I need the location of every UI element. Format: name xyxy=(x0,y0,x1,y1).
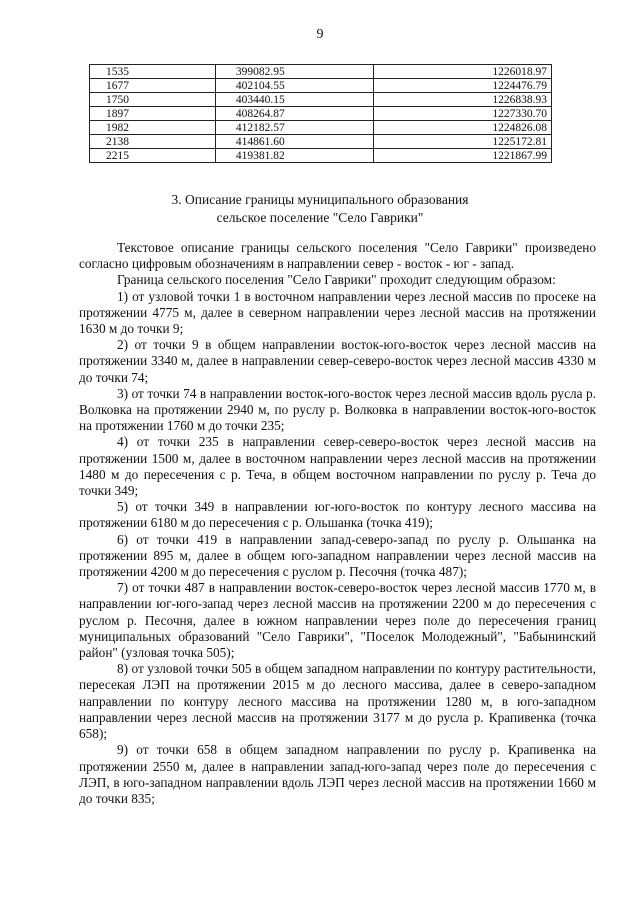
y-coordinate-cell: 1224476.79 xyxy=(374,79,552,93)
table-row xyxy=(90,135,552,149)
x-coordinate-cell: 408264.87 xyxy=(215,107,374,121)
point-number-cell: 1535 xyxy=(90,65,216,79)
section-title-line-1: 3. Описание границы муниципального образования xyxy=(171,192,469,207)
point-number-cell: 1750 xyxy=(90,93,216,107)
coordinates-table-body xyxy=(90,65,552,163)
y-coordinate-cell: 1225172.81 xyxy=(374,135,552,149)
paragraph: 7) от точки 487 в направлении восток-северо-восток через лесной массив 1770 м, в направлении юг-юго-запад через лесной массив на протяжении 2200 м до пересечения с руслом р. Песочня, далее в южном направлении через поле до пересечения границ муниципальных образований "Село Гаврики", "Поселок Молодежный", "Бабынинский район" (узловая точка 505); xyxy=(79,580,596,661)
paragraph: 9) от точки 658 в общем западном направлении по руслу р. Крапивенка на протяжении 2550 м, далее в направлении запад-юго-запад через поле до пересечения с ЛЭП, в юго-западном направлении вдоль ЛЭП через лесной массив на протяжении 1660 м до точки 835; xyxy=(79,742,596,806)
x-coordinate-cell: 412182.57 xyxy=(215,121,374,135)
table-row xyxy=(90,107,552,121)
y-coordinate-cell: 1224826.08 xyxy=(374,121,552,135)
table-row xyxy=(90,65,552,79)
x-coordinate-cell: 403440.15 xyxy=(215,93,374,107)
x-coordinate-cell: 414861.60 xyxy=(215,135,374,149)
paragraph: 5) от точки 349 в направлении юг-юго-восток по контуру лесного массива на протяжении 6180 м до пересечения с р. Ольшанка (точка 419); xyxy=(79,499,596,531)
y-coordinate-cell: 1227330.70 xyxy=(374,107,552,121)
paragraph: 3) от точки 74 в направлении восток-юго-восток через лесной массив вдоль русла р. Волковка на протяжении 2940 м, по руслу р. Волковка в направлении восток-юго-восток на протяжении 1760 м до точки 235; xyxy=(79,385,596,434)
point-number-cell: 1677 xyxy=(90,79,216,93)
x-coordinate-cell: 399082.95 xyxy=(215,65,374,79)
page-number: 9 xyxy=(316,27,324,42)
paragraph: Граница сельского поселения "Село Гаврики" проходит следующим образом: xyxy=(117,272,556,288)
x-coordinate-cell: 419381.82 xyxy=(215,149,374,163)
x-coordinate-cell: 402104.55 xyxy=(215,79,374,93)
boundary-description xyxy=(79,240,596,807)
point-number-cell: 1897 xyxy=(90,107,216,121)
paragraph: 4) от точки 235 в направлении север-северо-восток через лесной массив на протяжении 1500 м, далее в восточном направлении через лесной массив на протяжении 1480 м до пересечения с р. Теча, в общем восточном направлении по руслу р. Теча до точки 349; xyxy=(79,434,596,499)
coordinates-table xyxy=(89,64,552,163)
point-number-cell: 2215 xyxy=(90,149,216,163)
y-coordinate-cell: 1226838.93 xyxy=(374,93,552,107)
table-row xyxy=(90,79,552,93)
paragraph: 2) от точки 9 в общем направлении восток-юго-восток через лесной массив на протяжении 3340 м, далее в направлении север-северо-восток через лесной массив 4330 м до точки 74; xyxy=(79,337,596,385)
table-row xyxy=(90,149,552,163)
paragraph: 8) от узловой точки 505 в общем западном направлении по контуру растительности, пересекая ЛЭП на протяжении 2015 м до лесного массива, далее в северо-западном направлении по контуру лесного массива на протяжении 1280 м, в юго-западном направлении через лесной массив на протяжении 3177 м до русла р. Крапивенка (точка 658); xyxy=(79,661,596,742)
y-coordinate-cell: 1226018.97 xyxy=(374,65,552,79)
paragraph: Текстовое описание границы сельского поселения "Село Гаврики" произведено согласно цифровым обозначениям в направлении север - восток - юг - запад. xyxy=(79,240,596,272)
table-row xyxy=(90,121,552,135)
paragraph: 6) от точки 419 в направлении запад-северо-запад по руслу р. Ольшанка на протяжении 895 м, далее в общем юго-западном направлении через лесной массив на протяжении 4200 м до пересечения с руслом р. Песочня (точка 487); xyxy=(79,531,596,580)
point-number-cell: 2138 xyxy=(90,135,216,149)
table-row xyxy=(90,93,552,107)
section-title-line-2: сельское поселение "Село Гаврики" xyxy=(216,210,424,225)
paragraph: 1) от узловой точки 1 в восточном направлении через лесной массив по просеке на протяжении 4775 м, далее в северном направлении через лесной массив на протяжении 1630 м до точки 9; xyxy=(79,288,596,337)
y-coordinate-cell: 1221867.99 xyxy=(374,149,552,163)
section-title xyxy=(0,191,640,227)
point-number-cell: 1982 xyxy=(90,121,216,135)
